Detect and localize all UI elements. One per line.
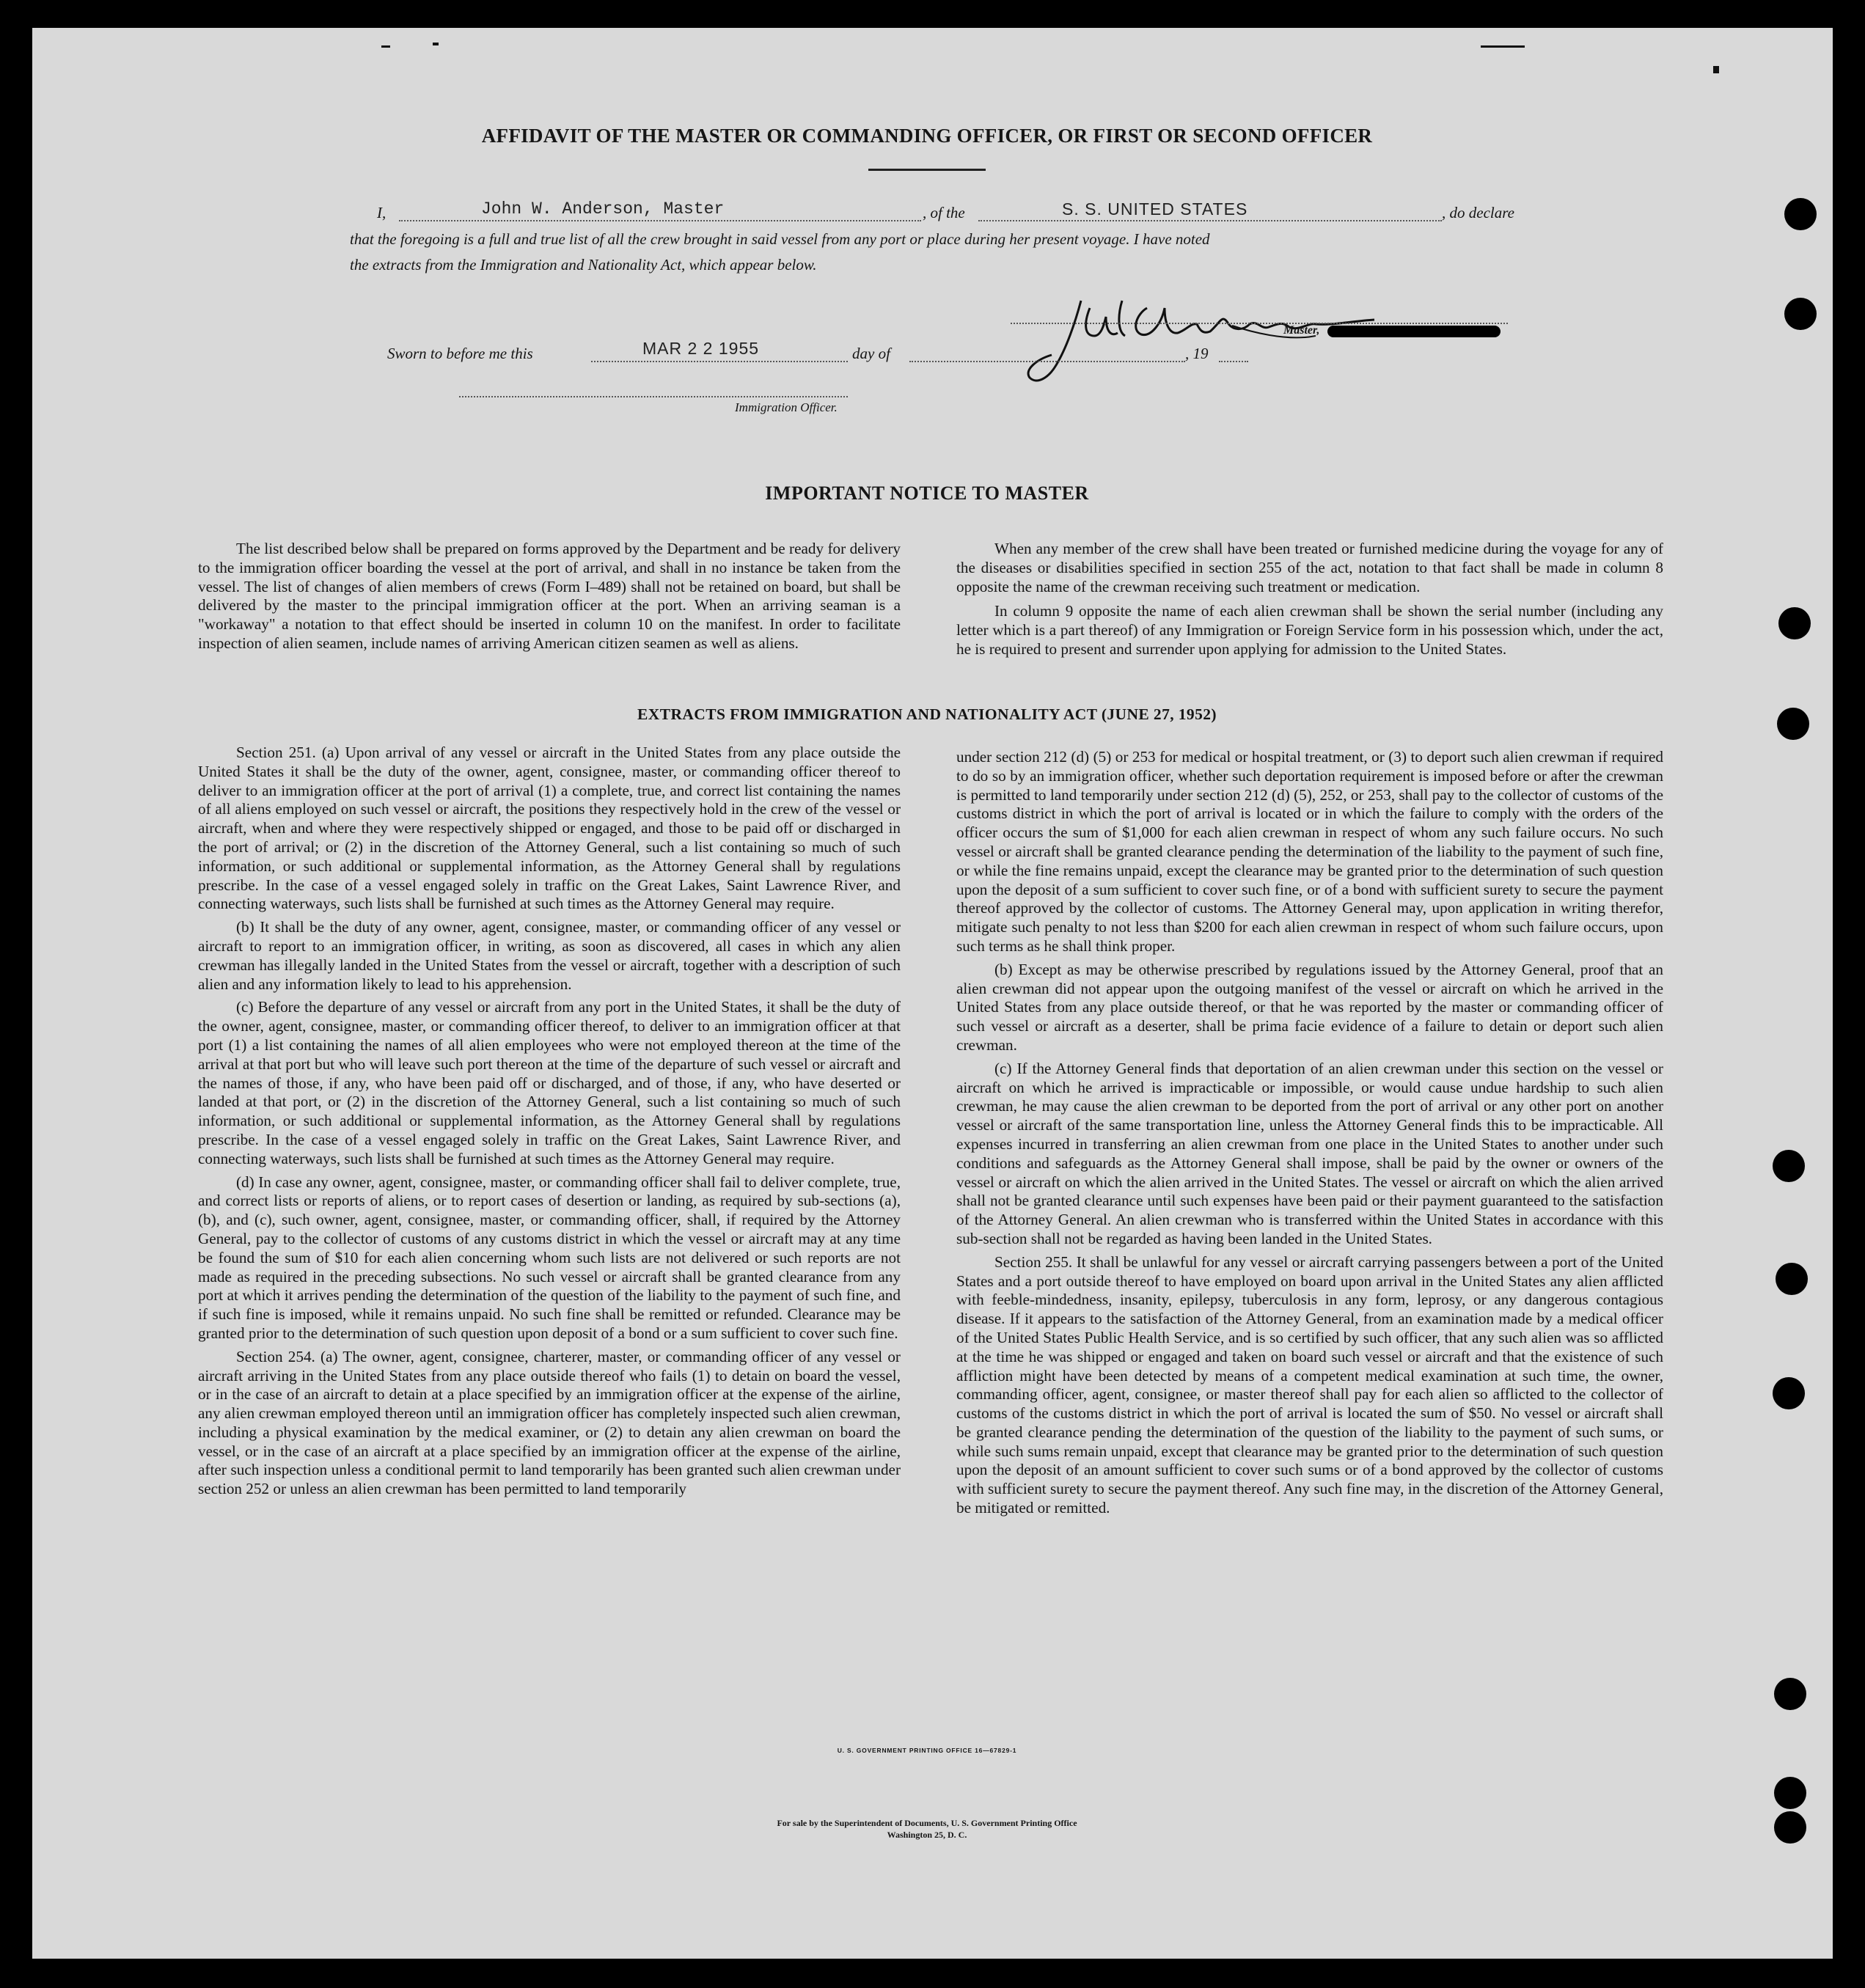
title-rule <box>868 169 986 171</box>
day-of-line <box>909 361 1185 362</box>
scan-speck <box>381 45 390 48</box>
act-section-paragraph: (b) It shall be the duty of any owner, agent, consignee, master, or commanding officer of any vessel or aircraft to report to an immigration officer, in writing, as soon as discovered, all cases in which any alien crewman has illegally landed in the United States from the vessel or aircraft, together with a description of such alien and any information likely to lead to his apprehension. <box>198 918 901 993</box>
punch-hole <box>1778 607 1811 639</box>
name-line <box>399 220 921 221</box>
do-declare-label: , do declare <box>1442 204 1514 221</box>
punch-hole <box>1784 198 1817 230</box>
punch-hole <box>1784 298 1817 330</box>
punch-hole <box>1773 1377 1805 1409</box>
extracts-right-column <box>956 748 1663 1522</box>
extracts-heading: EXTRACTS FROM IMMIGRATION AND NATIONALITY ACT (JUNE 27, 1952) <box>637 705 1217 723</box>
sale-line-2: Washington 25, D. C. <box>887 1830 967 1840</box>
document-page <box>32 28 1833 1959</box>
sworn-date-line <box>591 361 848 362</box>
year-line <box>1219 361 1248 362</box>
declaration-line2: that the foregoing is a full and true list of all the crew brought in said vessel from any port or place during her present voyage. I have noted <box>350 230 1210 248</box>
notice-paragraph: The list described below shall be prepared on forms approved by the Department and be ready for delivery to the immigration officer boarding the vessel at the port of arrival, and shall in no instance be taken from the vessel. The list of changes of alien members of crews (Form I–489) shall not be retained on board, but shall be delivered by the master to the principal immigration officer at the port. When an arriving seaman is a "workaway" a notation to that effect should be inserted in column 10 on the manifest. In order to facilitate inspection of alien seamen, include names of arriving American citizen seamen as well as aliens. <box>198 540 901 652</box>
act-section-paragraph: (c) If the Attorney General finds that deportation of an alien crewman under this section on the vessel or aircraft on which he arrived is impracticable or impossible, or would cause undue hardship to such alien crewman, he may cause the alien crewman to be deported from the port of arrival or any other port on another vessel or aircraft of the same transportation line, unless the Attorney General finds this to be impracticable. All expenses incurred in transferring an alien crewman from one place in the United States to another under such conditions and safeguards as the Attorney General shall impose, shall be paid by the owner or owners of the vessel or aircraft on which the alien arrived in the United States. The vessel or aircraft on which the alien arrived shall not be granted clearance until such expenses have been paid or their payment guaranteed to the satisfaction of the Attorney General. An alien crewman who is transferred within the United States in accordance with this sub-section shall not be regarded as having been landed in the United States. <box>956 1059 1663 1247</box>
notice-paragraph: When any member of the crew shall have been treated or furnished medicine during the voyage for any of the diseases or disabilities specified in section 255 of the act, notation to that fact shall be made in column 8 opposite the name of the crewman receiving such treatment or medication. <box>956 540 1663 595</box>
punch-hole <box>1773 1150 1805 1182</box>
notice-paragraph: In column 9 opposite the name of each alien crewman shall be shown the serial number (including any letter which is a part thereof) of any Immigration or Foreign Service form in his possession which, under the act, he is required to present and surrender upon applying for admission to the United States. <box>956 602 1663 658</box>
sworn-label: Sworn to before me this <box>387 345 533 362</box>
scan-speck <box>433 43 439 45</box>
act-section-paragraph: Section 251. (a) Upon arrival of any vessel or aircraft in the United States from any place outside the United States it shall be the duty of the owner, agent, consignee, master, or commanding officer thereof to deliver to an immigration officer at the port of arrival (1) a complete, true, and correct list containing the names of all aliens employed on such vessel or aircraft, the positions they respectively hold in the crew of the vessel or aircraft, when and where they were respectively shipped or engaged, and those to be paid off or discharged in the port of arrival; or (2) in the discretion of the Attorney General, such a list containing so much of such information, or such additional or supplemental information, as the Attorney General shall by regulations prescribe. In the case of a vessel engaged solely in traffic on the Great Lakes, Saint Lawrence River, and connecting waterways, such lists shall be furnished at such times as the Attorney General may require. <box>198 744 901 913</box>
signature-line <box>1011 323 1508 324</box>
declaration-line3: the extracts from the Immigration and Nationality Act, which appear below. <box>350 256 817 274</box>
officer-caption: Immigration Officer. <box>735 400 838 414</box>
punch-hole <box>1774 1811 1806 1844</box>
sale-line-1: For sale by the Superintendent of Documents, U. S. Government Printing Office <box>777 1818 1077 1828</box>
redaction-bar <box>1327 326 1501 337</box>
notice-right-column <box>956 540 1663 664</box>
punch-hole <box>1777 708 1809 740</box>
day-of-label: day of <box>852 345 890 362</box>
punch-hole <box>1774 1777 1806 1809</box>
master-signature <box>1008 279 1418 403</box>
officer-line <box>459 396 848 397</box>
vessel-line <box>978 220 1442 221</box>
scan-speck <box>1481 45 1525 48</box>
declaration-prefix: I, <box>377 204 386 221</box>
sworn-date: MAR 2 2 1955 <box>642 339 760 358</box>
act-section-paragraph: Section 254. (a) The owner, agent, consignee, charterer, master, or commanding officer of any vessel or aircraft arriving in the United States from any place outside thereof who fails (1) to detain on board the vessel, or in the case of an aircraft to detain at a place specified by an immigration officer at the expense of the airline, any alien crewman employed thereon until an immigration officer has completely inspected such alien crewman, including a physical examination by the medical examiner, or (2) to detain any alien crewman on board the vessel, or in the case of an aircraft at a place specified by an immigration officer at the expense of the airline, after such inspection unless a conditional permit to land temporarily has been granted such alien crewman under section 252 or unless an alien crewman has been permitted to land temporarily <box>198 1347 901 1498</box>
master-caption: Master, <box>1283 324 1320 337</box>
extracts-left-column <box>198 744 901 1503</box>
notice-heading: IMPORTANT NOTICE TO MASTER <box>765 483 1089 504</box>
act-section-paragraph: (c) Before the departure of any vessel or aircraft from any port in the United States, it shall be the duty of the owner, agent, consignee, master, or commanding officer thereof, to deliver to an immigration officer at that port (1) a list containing the names of all alien employees who were not employed thereon at the time of the arrival at that port but who will leave such port thereon at the time of the departure of such vessel or aircraft and the names of those, if any, who have been paid off or discharged, and of those, if any, who have deserted or landed at that port, or (2) in the discretion of the Attorney General, such a list containing so much of such information, or such additional or supplemental information, as the Attorney General shall by regulations prescribe. In the case of a vessel engaged solely in traffic on the Great Lakes, Saint Lawrence River, and connecting waterways, such lists shall be furnished at such times as the Attorney General may require. <box>198 998 901 1167</box>
act-section-paragraph: (b) Except as may be otherwise prescribed by regulations issued by the Attorney General, proof that an alien crewman did not appear upon the outgoing manifest of the vessel or aircraft on which he arrived in the United States from any place outside thereof, or that he was reported by the master or commanding officer of such vessel or aircraft as a deserter, shall be prima facie evidence of a failure to detain or deport such alien crewman. <box>956 960 1663 1054</box>
notice-left-column <box>198 540 901 658</box>
form-title: AFFIDAVIT OF THE MASTER OR COMMANDING OFFICER, OR FIRST OR SECOND OFFICER <box>481 125 1373 147</box>
punch-hole <box>1774 1678 1806 1710</box>
act-section-paragraph: Section 255. It shall be unlawful for any vessel or aircraft carrying passengers between a port of the United States and a port outside thereof to have employed on board upon arrival in the United States any alien afflicted with feeble-mindedness, insanity, epilepsy, tuberculosis in any form, leprosy, or any dangerous contagious disease. If it appears to the satisfaction of the Attorney General, from an examination made by a medical officer of the United States Public Health Service, and is so certified by such officer, that any such alien was so afflicted at the time he was shipped or engaged and taken on board such vessel or aircraft and that the existence of such affliction might have been detected by means of a competent medical examination at such time, the owner, commanding officer, agent, consignee, or master thereof shall pay for each alien so afflicted to the collector of customs of the customs district in which the port of arrival is located the sum of $50. No vessel or aircraft shall be granted clearance pending the determination of the question of the liability to the payment of such sums, or while such sums remain unpaid, except that clearance may be granted prior to the determination of such question upon the deposit of an amount sufficient to cover such sums or of a bond approved by the collector of customs with sufficient surety to secure the payment thereof. Any such fine may, in the discretion of the Attorney General, be mitigated or remitted. <box>956 1252 1663 1517</box>
year-prefix: , 19 <box>1185 345 1209 362</box>
gpo-imprint: U. S. GOVERNMENT PRINTING OFFICE 16—67829-1 <box>837 1747 1017 1754</box>
sale-notice <box>32 1817 1822 1841</box>
punch-hole <box>1776 1263 1808 1295</box>
scan-speck <box>1713 66 1719 73</box>
of-the-label: , of the <box>923 204 965 221</box>
act-section-paragraph: under section 212 (d) (5) or 253 for medical or hospital treatment, or (3) to deport such alien crewman if required to do so by an immigration officer, whether such deportation requirement is imposed before or after the crewman is permitted to land temporarily under section 212 (d) (5), 252, or 253, shall pay to the collector of customs of the customs district in which the port of arrival is located or in which the failure to comply with the orders of the officer occurs the sum of $1,000 for each alien crewman in respect of whom any such failure occurs. No such vessel or aircraft shall be granted clearance pending the determination of the liability to the payment of such fine, or while the fine remains unpaid, except the clearance may be granted prior to the determination of such question upon the deposit of a sum sufficient to cover such fine, or of a bond with sufficient surety to secure the payment thereof approved by the collector of customs. The Attorney General may, upon application in writing therefor, mitigate such penalty to not less than $200 for each alien crewman in respect of whom such failure occurs, upon such terms as he shall think proper. <box>956 748 1663 955</box>
master-name: John W. Anderson, Master <box>481 199 725 219</box>
act-section-paragraph: (d) In case any owner, agent, consignee, master, or commanding officer shall fail to deliver complete, true, and correct lists or reports of aliens, or to report cases of desertion or landing, as required by sub-sections (a), (b), and (c), such owner, agent, consignee, master, or commanding officer, shall, if required by the Attorney General, pay to the collector of customs of any customs district in which the vessel or aircraft may at any time be found the sum of $10 for each alien concerning whom such lists are not delivered or such reports are not made as required in the preceding subsections. No such vessel or aircraft shall be granted clearance from any port at which it arrives pending the determination of the question of the liability to the payment of such fine, and if such fine is imposed, while it remains unpaid. No such fine shall be remitted or refunded. Clearance may be granted prior to the determination of such question upon deposit of a bond or a sum sufficient to cover such fine. <box>198 1173 901 1342</box>
vessel-name: S. S. UNITED STATES <box>1062 199 1248 219</box>
